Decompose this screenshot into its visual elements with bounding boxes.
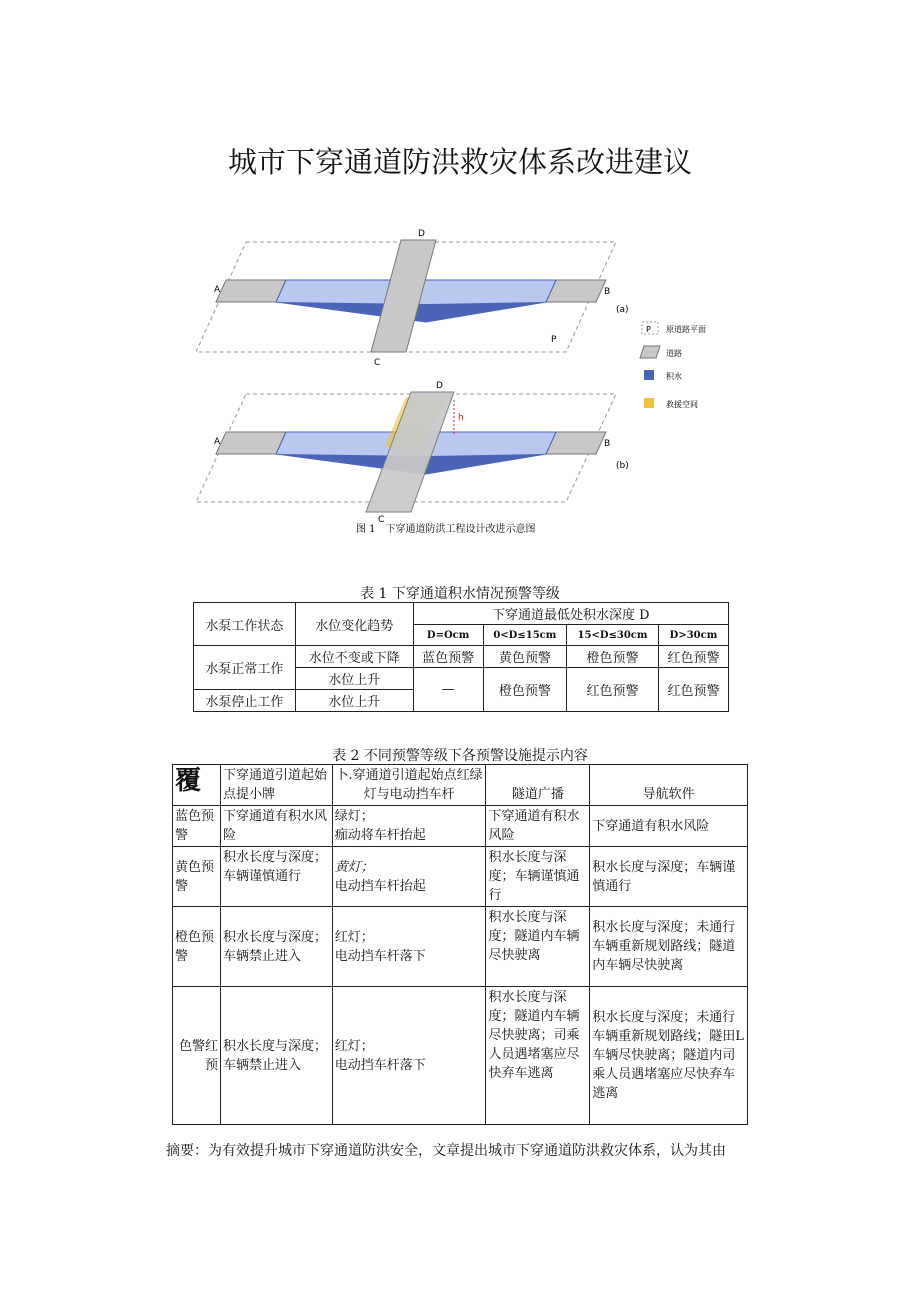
label-a: (a) xyxy=(616,305,629,315)
label-b: (b) xyxy=(616,461,629,471)
level-cell: 红色预警 xyxy=(567,668,659,712)
legend-swatch-road xyxy=(640,346,660,358)
level-cell: 橙色预警 xyxy=(567,646,659,668)
cell-line: 电动挡车杆落下 xyxy=(334,948,426,964)
cell: 积水长度与深度；车辆禁止进入 xyxy=(220,907,332,987)
row-level: 色警红预 xyxy=(173,987,221,1125)
cell: 下穿通道有积水风险 xyxy=(220,806,332,847)
col-header: 下穿通道引道起始点提小牌 xyxy=(220,765,332,806)
trend-cell: 水位上升 xyxy=(295,690,413,712)
dash-cell: — xyxy=(413,668,483,712)
label-B-a: B xyxy=(604,287,611,297)
cell: 积水长度与深度；隧道内车辆尽快驶离；司乘人员遇堵塞应尽快弃车逃离 xyxy=(486,987,590,1125)
col-header: 卜.穿通道引道起始点红绿灯与电动挡车杆 xyxy=(332,765,486,806)
col-header: 导航软件 xyxy=(590,765,748,806)
table-warning-content xyxy=(172,764,748,1125)
cell-line: 绿灯； xyxy=(334,809,374,824)
row-label-stopped: 水泵停止工作 xyxy=(194,690,296,712)
cell: 积水长度与深度；车辆谨慎通行 xyxy=(590,847,748,907)
legend-p-mark: P xyxy=(646,325,651,334)
diagram-b xyxy=(196,381,629,525)
row-level: 蓝色预警 xyxy=(173,806,221,847)
cell: 积水长度与深度；车辆禁止进入 xyxy=(220,987,332,1125)
cell-line: 黄灯； xyxy=(334,859,374,875)
level-cell: 红色预警 xyxy=(659,668,729,712)
legend-item: 原道路平面 xyxy=(666,325,706,334)
table1-caption: 表 1 下穿通道积水情况预警等级 xyxy=(360,586,560,602)
row-label-normal: 水泵正常工作 xyxy=(194,646,296,690)
cell xyxy=(332,806,486,847)
legend-item: 积水 xyxy=(666,372,682,381)
cell-line: 电动挡车杆落下 xyxy=(334,1057,426,1073)
road-left-b xyxy=(216,432,286,454)
cell xyxy=(332,907,486,987)
col-header: 隧道广播 xyxy=(486,765,590,806)
range-cell: D=Ocm xyxy=(413,625,483,646)
label-D-b: D xyxy=(436,381,443,391)
level-cell: 红色预警 xyxy=(659,646,729,668)
cell xyxy=(332,847,486,907)
row-level: 橙色预警 xyxy=(173,907,221,987)
table2-caption: 表 2 不同预警等级下各预警设施提示内容 xyxy=(332,748,588,764)
corner-cell: 覆 xyxy=(173,765,221,806)
row-level: 黄色预警 xyxy=(173,847,221,907)
cell-line: 痂动将车杆抬起 xyxy=(334,828,426,843)
trend-cell: 水位上升 xyxy=(295,668,413,690)
cell: 积水长度与深度；未通行车辆重新规划路线；隧道内车辆尽快驶离 xyxy=(590,907,748,987)
range-cell: 0<D≤15cm xyxy=(483,625,566,646)
label-C-b: C xyxy=(378,515,385,525)
level-cell: 黄色预警 xyxy=(483,646,566,668)
label-P-a: P xyxy=(551,335,557,345)
cell: 下穿通道有积水风险 xyxy=(590,806,748,847)
diagram-a xyxy=(196,229,629,368)
cell: 积水长度与深度；未通行车辆重新规划路线；隧田L车辆尽快驶离；隧道内司乘人员遇堵塞应尽快弃车逃离 xyxy=(590,987,748,1125)
legend-swatch-water xyxy=(644,370,654,380)
cell-line: 红灯； xyxy=(334,929,374,945)
legend-item: 救援空间 xyxy=(666,400,698,409)
range-cell: D>30cm xyxy=(659,625,729,646)
cell-line: 红灯； xyxy=(334,1038,374,1054)
cell-line: 电动挡车杆抬起 xyxy=(334,878,426,894)
range-cell: 15<D≤30cm xyxy=(567,625,659,646)
header-pump: 水泵工作状态 xyxy=(194,603,296,646)
level-cell: 橙色预警 xyxy=(483,668,566,712)
legend-item: 道路 xyxy=(666,349,682,358)
label-A-a: A xyxy=(214,285,221,295)
road-left-a xyxy=(216,280,286,302)
figure-diagram xyxy=(196,222,736,552)
label-C-a: C xyxy=(374,358,381,368)
table-warning-levels xyxy=(193,602,729,712)
trend-cell: 水位不变或下降 xyxy=(295,646,413,668)
label-B-b: B xyxy=(604,439,611,449)
header-depth: 下穿通道最低处积水深度 D xyxy=(413,603,728,625)
cell: 积水长度与深度；隧道内车辆尽快驶离 xyxy=(486,907,590,987)
cell: 积水长度与深度；车辆谨慎通行 xyxy=(486,847,590,907)
cell: 下穿通道有积水风险 xyxy=(486,806,590,847)
header-trend: 水位变化趋势 xyxy=(295,603,413,646)
cell: 积水长度与深度；车辆谨慎通行 xyxy=(220,847,332,907)
cell xyxy=(332,987,486,1125)
label-A-b: A xyxy=(214,437,221,447)
abstract-text: 摘要：为有效提升城市下穿通道防洪安全，文章提出城市下穿通道防洪救灾体系，认为其由 xyxy=(166,1143,726,1159)
label-h-b: h xyxy=(458,413,464,423)
legend-swatch-rescue xyxy=(644,398,654,408)
figure-legend xyxy=(640,322,706,409)
level-cell: 蓝色预警 xyxy=(413,646,483,668)
label-D-a: D xyxy=(418,229,425,239)
page-title: 城市下穿通道防洪救灾体系改进建议 xyxy=(227,145,692,179)
figure-caption: 图 1 下穿通道防洪工程设计改进示意图 xyxy=(356,524,536,535)
